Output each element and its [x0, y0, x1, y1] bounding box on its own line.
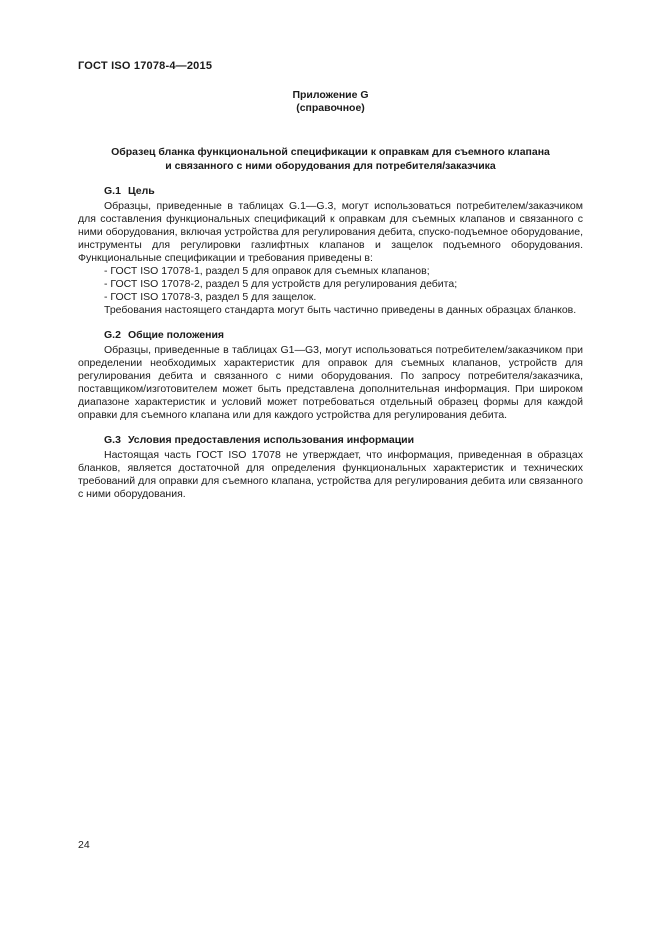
paragraph-g1-closing: Требования настоящего стандарта могут быть частично приведены в данных образцах бланков.	[104, 304, 577, 316]
section-title: Цель	[127, 185, 155, 197]
paragraph-g1-intro: Образцы, приведенные в таблицах G.1—G.3, могут использоваться потребителем/заказчиком для составления функциональных спецификаций к оправкам для съемных клапанов и связанного с ними оборудования, включая устройства для регулирования дебита, спуско-подъемное оборудование, инструменты для регулировки газлифтных клапанов и защелок подъемного оборудования. Функциональные спецификации и требования приведены в:	[78, 200, 583, 264]
section-heading-g2	[78, 329, 583, 342]
paragraph-g2: Образцы, приведенные в таблицах G1—G3, могут использоваться потребителем/заказчиком при определении необходимых характеристик для оправок для съемных клапанов, устройств для регулирования дебита и связанного с ними оборудования. По запросу потребителя/заказчика, поставщиком/изготовителем может быть представлена дополнительная информация. При широком диапазоне характеристик и условий может потребоваться отдельный образец формы для каждой оправки для съемного клапана или для каждого устройства для регулирования дебита.	[78, 344, 583, 421]
appendix-label: Приложение G	[292, 89, 369, 101]
section-title: Условия предоставления использования информации	[127, 434, 415, 446]
section-heading-g3	[78, 434, 583, 447]
page-title-line-2: и связанного с ними оборудования для потребителя/заказчика	[165, 159, 496, 172]
list-item-gost-1: - ГОСТ ISO 17078-1, раздел 5 для оправок для съемных клапанов;	[104, 265, 430, 277]
page-number: 24	[78, 839, 90, 851]
page-title	[78, 146, 583, 173]
section-title: Общие положения	[127, 329, 225, 341]
section-number: G.2	[104, 329, 121, 341]
document-code: ГОСТ ISO 17078-4—2015	[78, 60, 213, 72]
list-item-gost-3: - ГОСТ ISO 17078-3, раздел 5 для защелок.	[104, 291, 317, 303]
page-title-line-1: Образец бланка функциональной спецификации к оправкам для съемного клапана	[111, 146, 550, 158]
appendix-block	[78, 89, 583, 114]
section-number: G.3	[104, 434, 121, 446]
list-item-gost-2: - ГОСТ ISO 17078-2, раздел 5 для устройств для регулирования дебита;	[104, 278, 458, 290]
paragraph-g3: Настоящая часть ГОСТ ISO 17078 не утверждает, что информация, приведенная в образцах бланков, является достаточной для определения функциональных характеристик и технических требований для оправки для съемного клапана, устройства для регулирования дебита или связанного с ними оборудования.	[78, 449, 583, 500]
appendix-type: (справочное)	[296, 101, 365, 114]
document-page	[78, 0, 583, 935]
section-heading-g1	[78, 185, 583, 198]
section-number: G.1	[104, 185, 121, 197]
